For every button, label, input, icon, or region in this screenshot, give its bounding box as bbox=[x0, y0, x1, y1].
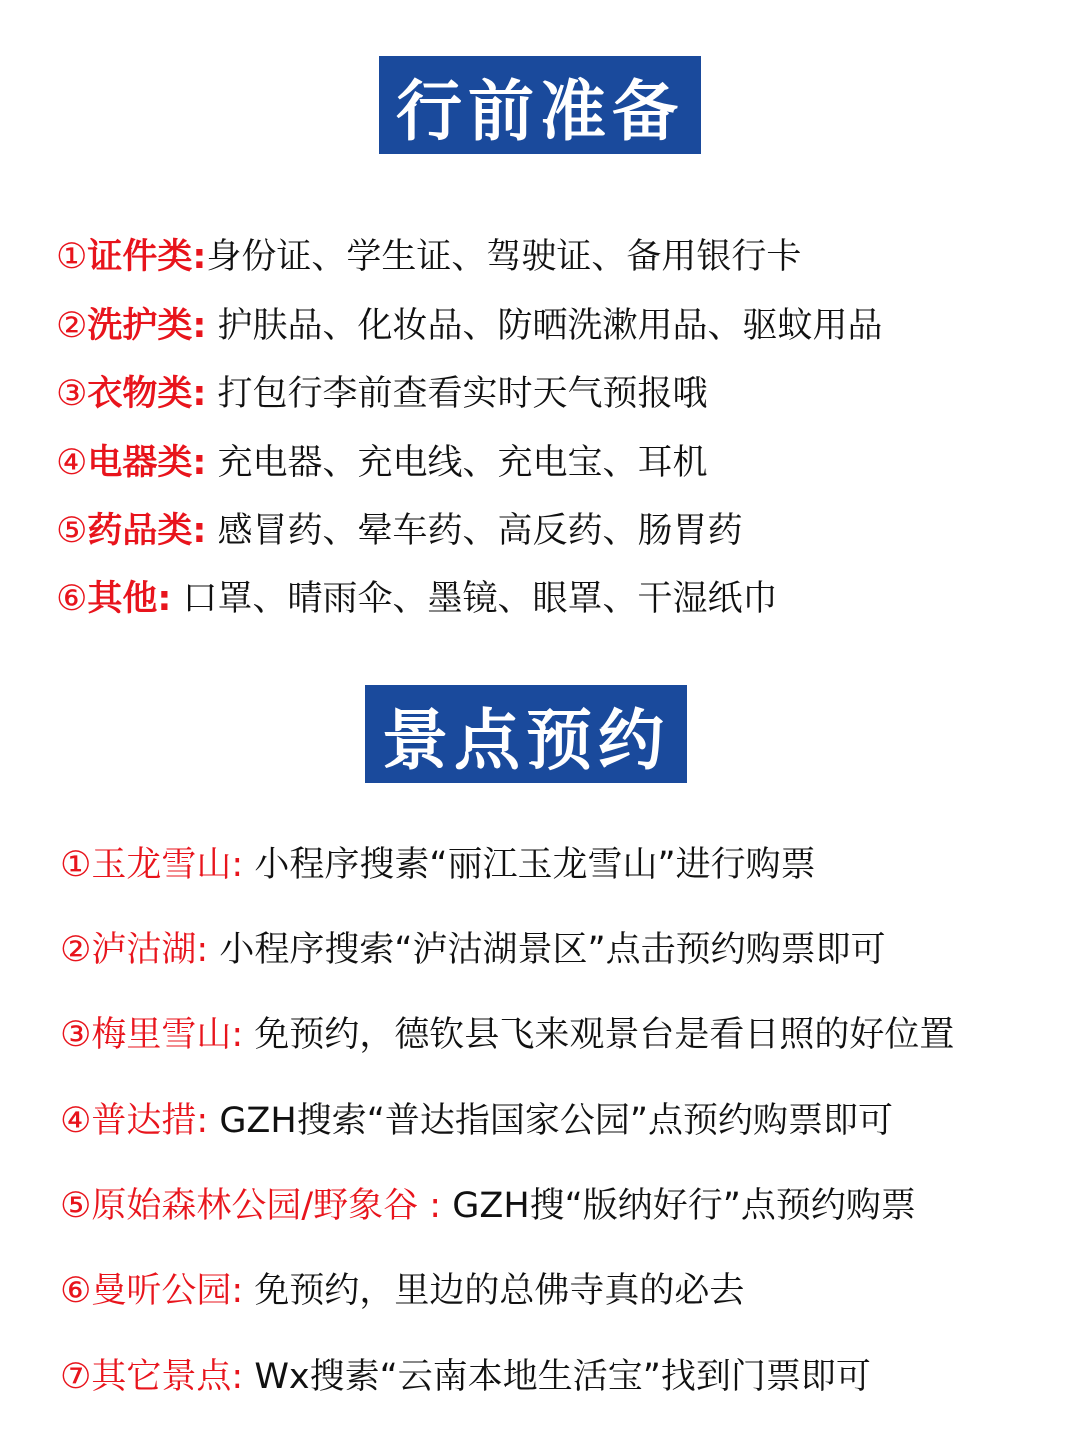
booking-item-other bbox=[60, 1357, 871, 1397]
item-number: ⑤ bbox=[56, 511, 88, 551]
prep-item-documents bbox=[56, 237, 802, 277]
item-number: ① bbox=[60, 845, 92, 885]
item-label: 普达措: bbox=[91, 1101, 209, 1141]
prep-item-medicine bbox=[56, 511, 743, 551]
item-number: ② bbox=[60, 930, 92, 970]
item-text: 小程序搜素“丽江玉龙雪山”进行购票 bbox=[243, 845, 816, 885]
item-number: ④ bbox=[60, 1101, 92, 1141]
item-text: 护肤品、化妆品、防晒洗漱用品、驱蚊用品 bbox=[206, 306, 883, 346]
prep-item-electronics bbox=[56, 443, 708, 483]
item-label: 泸沽湖: bbox=[91, 930, 209, 970]
booking-item-meili bbox=[60, 1015, 955, 1055]
booking-item-yulong bbox=[60, 845, 816, 885]
item-number: ⑦ bbox=[60, 1357, 92, 1397]
booking-item-manting bbox=[60, 1271, 745, 1311]
item-text: 小程序搜索“泸沽湖景区”点击预约购票即可 bbox=[208, 930, 886, 970]
item-number: ② bbox=[56, 306, 88, 346]
item-label: 其它景点: bbox=[91, 1357, 244, 1397]
item-label: 曼听公园: bbox=[91, 1271, 244, 1311]
item-text: 免预约，里边的总佛寺真的必去 bbox=[243, 1271, 745, 1311]
item-number: ④ bbox=[56, 443, 88, 483]
prep-item-other bbox=[56, 579, 778, 619]
item-text: GZH搜索“普达指国家公园”点预约购票即可 bbox=[208, 1101, 893, 1141]
item-text: 打包行李前查看实时天气预报哦 bbox=[206, 374, 708, 414]
item-number: ⑤ bbox=[60, 1186, 92, 1226]
item-label: 衣物类: bbox=[87, 374, 207, 414]
item-label: 药品类: bbox=[87, 511, 207, 551]
item-text: 感冒药、晕车药、高反药、肠胃药 bbox=[206, 511, 743, 551]
prep-item-clothing bbox=[56, 374, 708, 414]
item-number: ⑥ bbox=[56, 579, 88, 619]
item-text: 身份证、学生证、驾驶证、备用银行卡 bbox=[206, 237, 802, 277]
item-text: Wx搜素“云南本地生活宝”找到门票即可 bbox=[243, 1357, 871, 1397]
item-number: ① bbox=[56, 237, 88, 277]
booking-item-pudacuo bbox=[60, 1101, 893, 1141]
item-label: 原始森林公园/野象谷 : bbox=[91, 1186, 442, 1226]
item-label: 玉龙雪山: bbox=[91, 845, 244, 885]
booking-item-lugu bbox=[60, 930, 886, 970]
item-text: GZH搜“版纳好行”点预约购票 bbox=[441, 1186, 916, 1226]
heading-preparation: 行前准备 bbox=[379, 56, 701, 154]
heading-booking: 景点预约 bbox=[365, 685, 687, 783]
item-text: 免预约，德钦县飞来观景台是看日照的好位置 bbox=[243, 1015, 955, 1055]
item-label: 梅里雪山: bbox=[91, 1015, 244, 1055]
item-label: 证件类: bbox=[87, 237, 207, 277]
item-label: 电器类: bbox=[87, 443, 207, 483]
item-number: ③ bbox=[56, 374, 88, 414]
item-text: 口罩、晴雨伞、墨镜、眼罩、干湿纸巾 bbox=[171, 579, 778, 619]
item-number: ⑥ bbox=[60, 1271, 92, 1311]
item-text: 充电器、充电线、充电宝、耳机 bbox=[206, 443, 708, 483]
item-label: 其他: bbox=[87, 579, 172, 619]
item-label: 洗护类: bbox=[87, 306, 207, 346]
item-number: ③ bbox=[60, 1015, 92, 1055]
booking-item-forest-park bbox=[60, 1186, 916, 1226]
prep-item-toiletries bbox=[56, 306, 883, 346]
